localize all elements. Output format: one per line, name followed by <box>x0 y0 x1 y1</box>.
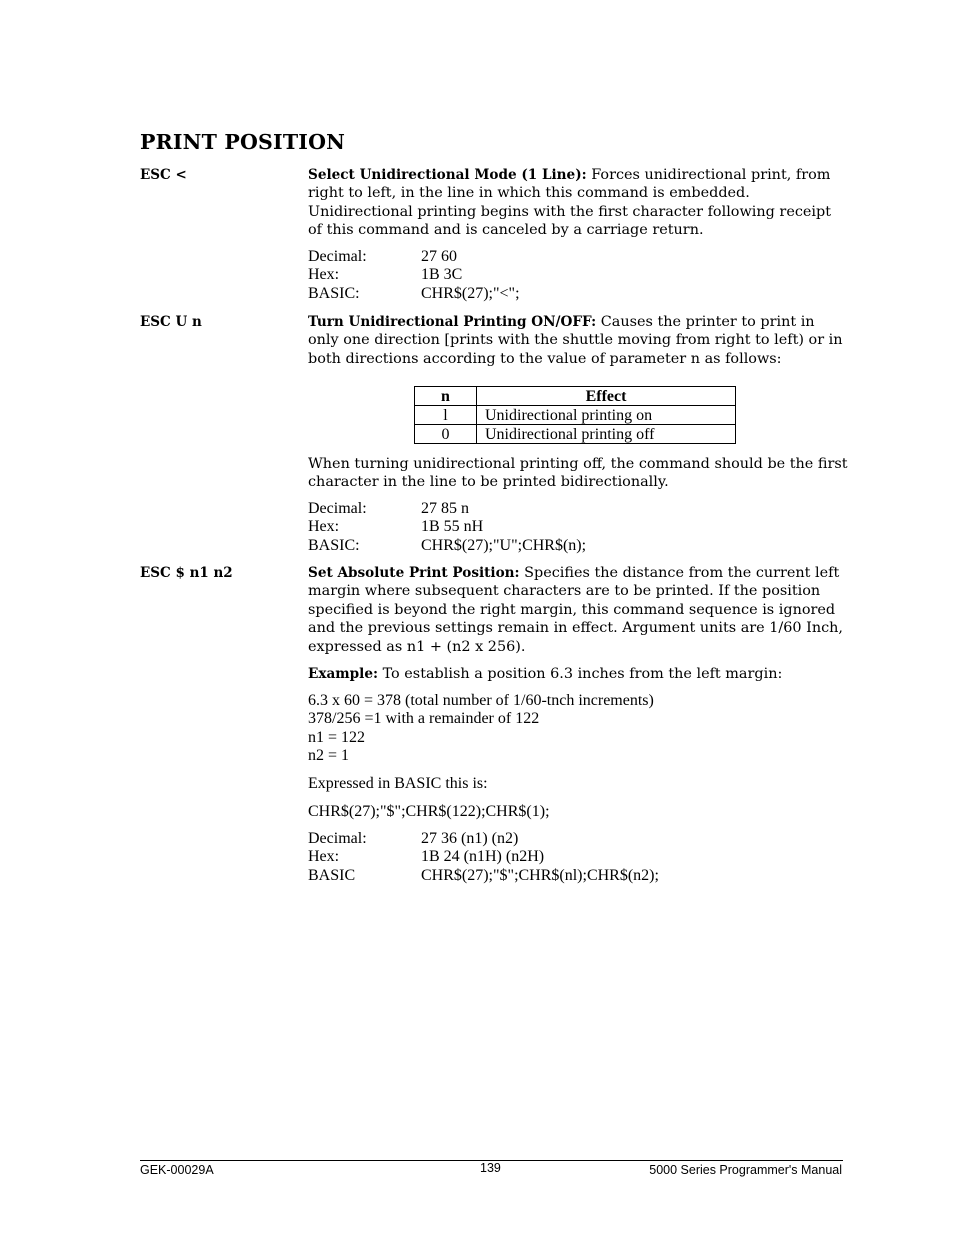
section-1-body: Forces unidirectional print, from right to left, in the line in which this command is embedded. Unidirectional printing begins with the first character following receipt of this command and is canceled by a carriage return. <box>308 167 832 239</box>
code-row: Hex: 1B 3C <box>308 266 463 284</box>
section-2-body: Causes the printer to print in only one direction [prints with the shuttle moving from right to left) or in both directions according to the value of parameter n as follows: <box>308 314 843 367</box>
section-2-description <box>308 313 848 368</box>
code-row: Decimal: 27 60 <box>308 248 457 265</box>
calc-line: 6.3 x 60 = 378 (total number of 1/60-tnch increments) <box>308 692 654 709</box>
section-1-description <box>308 166 848 240</box>
page-title: PRINT POSITION <box>140 130 346 154</box>
example-paragraph <box>308 665 848 683</box>
section-2-note: When turning unidirectional printing off, the command should be the first character in the line to be printed bidirectionally. <box>308 456 848 491</box>
code-row: Hex: 1B 55 nH <box>308 518 484 536</box>
command-esc-less-than: ESC < <box>140 167 187 183</box>
footer-doc-number: GEK-00029A <box>140 1163 214 1177</box>
calculation-block <box>308 692 654 766</box>
section-3-codes <box>308 830 659 885</box>
table-header-n: n <box>415 387 477 406</box>
section-3-description <box>308 564 848 656</box>
section-3-body: Specifies the distance from the current left margin where subsequent characters are to be printed. If the position specified is beyond the right margin, this command sequence is ignored and the previous settings remain in effect. Argument units are 1/60 Inch, expressed as n1 + (n2 x 256). <box>308 565 843 655</box>
code-row: BASIC CHR$(27);"$";CHR$(nl);CHR$(n2); <box>308 866 659 884</box>
command-esc-u-n: ESC U n <box>140 314 202 330</box>
table-row: 0 Unidirectional printing off <box>415 425 736 444</box>
basic-intro: Expressed in BASIC this is: <box>308 775 488 792</box>
section-1-codes <box>308 248 520 303</box>
table-header-row <box>415 387 736 406</box>
calc-line: n1 = 122 <box>308 728 366 746</box>
effect-table <box>414 386 736 444</box>
example-text: To establish a position 6.3 inches from the left margin: <box>378 666 783 682</box>
section-1-heading: Select Unidirectional Mode (1 Line): <box>308 167 587 183</box>
code-row: BASIC: CHR$(27);"U";CHR$(n); <box>308 536 587 554</box>
basic-line: CHR$(27);"$";CHR$(122);CHR$(1); <box>308 803 550 820</box>
code-row: Decimal: 27 85 n <box>308 500 469 517</box>
calc-line: n2 = 1 <box>308 747 350 765</box>
table-row: l Unidirectional printing on <box>415 406 736 425</box>
table-header-effect: Effect <box>477 387 736 406</box>
footer-manual-title: 5000 Series Programmer's Manual <box>649 1163 842 1177</box>
code-row: BASIC: CHR$(27);"<"; <box>308 284 520 302</box>
calc-line: 378/256 =1 with a remainder of 122 <box>308 710 540 728</box>
section-3-heading: Set Absolute Print Position: <box>308 565 520 581</box>
section-2-heading: Turn Unidirectional Printing ON/OFF: <box>308 314 597 330</box>
command-esc-dollar-n1-n2: ESC $ n1 n2 <box>140 565 233 581</box>
footer-page-number: 139 <box>480 1161 501 1175</box>
example-label: Example: <box>308 666 378 682</box>
code-row: Decimal: 27 36 (n1) (n2) <box>308 830 519 847</box>
section-2-codes <box>308 500 586 555</box>
code-row: Hex: 1B 24 (n1H) (n2H) <box>308 848 545 866</box>
